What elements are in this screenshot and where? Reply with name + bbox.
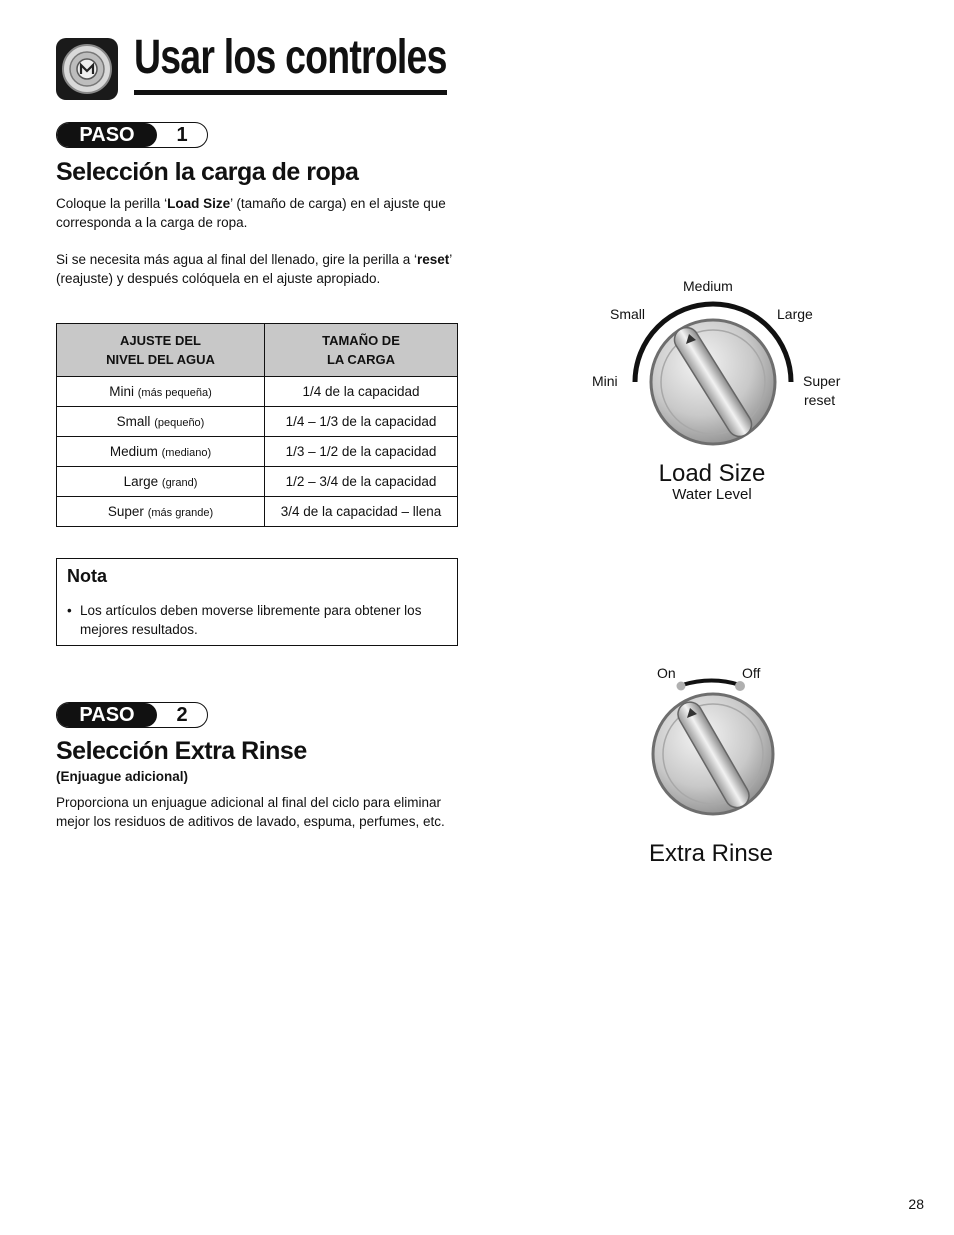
extra-rinse-title: Extra Rinse (648, 840, 774, 867)
setting-cell: Medium (mediano) (57, 437, 265, 467)
step-2-paragraph: Proporciona un enjuague adicional al final del ciclo para eliminar mejor los residuos de aditivos de lavado, espuma, perfumes, etc. (56, 795, 445, 829)
table-row (57, 407, 458, 437)
table-header-row (57, 324, 458, 377)
rinse-scale-arc (682, 681, 740, 686)
page-number: 28 (908, 1196, 924, 1212)
col-header-setting: AJUSTE DEL NIVEL DEL AGUA (57, 324, 265, 377)
col-header-load: TAMAÑO DE LA CARGA (265, 324, 458, 377)
setting-cell: Large (grand) (57, 467, 265, 497)
label-off: Off (742, 665, 761, 681)
extra-rinse-dial-figure (620, 660, 820, 875)
setting-cell: Super (más grande) (57, 497, 265, 527)
setting-cell: Mini (más pequeña) (57, 377, 265, 407)
washer-dial-icon (56, 38, 118, 100)
table-row (57, 497, 458, 527)
label-reset: reset (804, 392, 836, 408)
page-title: Usar los controles (134, 31, 447, 84)
load-cell: 3/4 de la capacidad – llena (265, 497, 458, 527)
note-list-item (67, 601, 447, 639)
on-indicator-icon (677, 682, 686, 691)
table-row (57, 467, 458, 497)
load-size-title: Load Size (658, 460, 766, 487)
label-on: On (657, 665, 676, 681)
step-1-pill (56, 122, 208, 148)
step-number: 1 (176, 124, 188, 146)
step-2-heading: Selección Extra Rinse (56, 737, 307, 765)
load-cell: 1/4 de la capacidad (265, 377, 458, 407)
label-large: Large (777, 306, 813, 322)
label-super: Super (803, 373, 841, 389)
reset-term: reset (416, 252, 450, 267)
setting-cell: Small (pequeño) (57, 407, 265, 437)
step-2-pill (56, 702, 208, 728)
off-indicator-icon (735, 681, 745, 691)
note-title: Nota (67, 566, 107, 586)
step-1-heading: Selección la carga de ropa (56, 158, 359, 186)
note-box (56, 558, 458, 646)
load-size-dial-figure (592, 270, 860, 510)
step-label: PASO (57, 123, 157, 147)
step-label: PASO (57, 703, 157, 727)
step-1-paragraph-2: Si se necesita más agua al final del llenado, gire la perilla a ‘reset’ (reajuste) y después colóquela en el ajuste apropiado. (56, 252, 452, 286)
step-number: 2 (176, 704, 188, 726)
load-size-table (56, 323, 458, 527)
load-size-term: Load Size (167, 196, 231, 211)
load-cell: 1/2 – 3/4 de la capacidad (265, 467, 458, 497)
table-row (57, 437, 458, 467)
load-cell: 1/3 – 1/2 de la capacidad (265, 437, 458, 467)
label-medium: Medium (683, 278, 733, 294)
step-1-paragraph-1: Coloque la perilla ‘Load Size’ (tamaño de carga) en el ajuste que corresponda a la carga de ropa. (56, 196, 446, 230)
bullet-icon: • (67, 603, 72, 618)
label-mini: Mini (592, 373, 618, 389)
water-level-subtitle: Water Level (672, 486, 752, 503)
title-underline (134, 90, 447, 95)
note-text: Los artículos deben moverse libremente para obtener los mejores resultados. (80, 603, 422, 637)
step-2-subheading: (Enjuague adicional) (56, 769, 189, 784)
load-cell: 1/4 – 1/3 de la capacidad (265, 407, 458, 437)
label-small: Small (610, 306, 646, 322)
table-row (57, 377, 458, 407)
